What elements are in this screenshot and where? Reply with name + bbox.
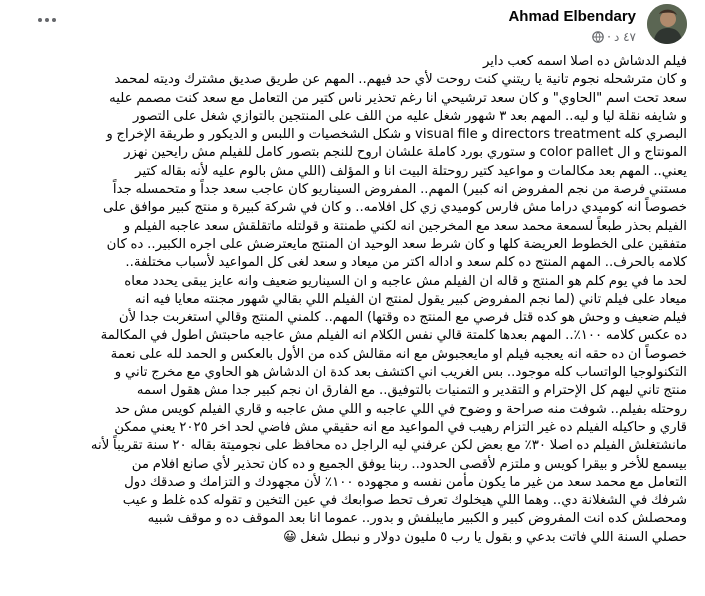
post-time[interactable]: ٤٧ د bbox=[613, 30, 636, 44]
author-avatar[interactable] bbox=[647, 4, 687, 44]
post-text-line: لحد ما في يوم كلم هو المنتج و قاله ان الفيلم مش عاجبه و ان السيناريو ضعيف وانه عايز يبقى يحدد معاه bbox=[124, 273, 687, 289]
post-text bbox=[34, 53, 687, 596]
post-text-line: شرفك في الشغلانة دي.. وهما اللي هيخلوك تعرف تحط صوابعك في عين التخين و تقوله كده غلط و عيب bbox=[122, 493, 687, 509]
post-text-line: و شايفه نقلة ليا و ليه.. المهم بعد ٣ شهور شغل عليه من اللف على المنتجين بالتوازي شغل على التصور bbox=[132, 108, 687, 124]
post-text-line: كلامه بالحرف.. المهم المنتج ده كلم سعد و اداله اكتر من ميعاد و سعد لغى كل المواعيد لأسباب مختلفة.. bbox=[125, 255, 687, 271]
post-text-line: مستني فرصة من نجم المفروض انه كبير) المهم.. المفروض السيناريو كان عاجب سعد جداً و متحمسله جداً bbox=[112, 182, 687, 198]
more-options-icon[interactable] bbox=[34, 11, 60, 29]
post-text-line: يعني.. المهم بعد مكالمات و مواعيد كتير روحتلة البيت انا و المؤلف (اللي مش بالوم عليه لأنه بقاله كتير bbox=[135, 163, 687, 179]
post-text-line: ده عكس كلامه ١٠٠٪.. المهم بعدها كلمتة قالي نفس الكلام انه الفيلم مش عاجبه ماحبتش اطول في المكالمة bbox=[100, 328, 687, 344]
post-text-line: و كان مترشحله نجوم تانية يا ريتني كنت روحت لأي حد فيهم.. المهم عن طريق صديق مشترك وديته لمحمد bbox=[114, 72, 687, 88]
globe-icon[interactable] bbox=[592, 31, 604, 43]
post-text-line: التكنولوجيا الواتساب كله موجود.. بس الغريب اني اكتشف بعد كدة ان الدشاش هو الحاوي مع مخرج تاني و bbox=[114, 365, 687, 381]
smile-emoji-icon: 😀 bbox=[283, 529, 301, 545]
post-text-line: الفيلم بحذر طبعاً لسمعة محمد سعد مع المخرجين انه لكني طمنتة و قولتله ماتقلقش سعد عاجبه الفيلم و bbox=[123, 218, 687, 234]
post-text-line: فيلم الدشاش ده اصلا اسمه كعب داير bbox=[482, 54, 687, 69]
dot bbox=[52, 18, 56, 22]
post-text-line: روحتله بفيلم.. شوفت منه صراحة و وضوح في اللي عاجبه و اللي مش عاجبه و قاري الفيلم كويس مش حد bbox=[114, 401, 687, 417]
post-text-line: خصوصاً ان ده حقه انه يعجبه فيلم او مايعجبوش مع انه مقالش كده من الأول بالعكس و الحمد لله على نعمة bbox=[110, 346, 687, 362]
profile-photo-icon bbox=[647, 4, 687, 44]
post-text-line: قاري و حاكيله الفيلم ده غير التزام رهيب في المواعيد مع انه حقيقي مش فاضي لحد اخر ٢٠٢٥ يعني ممكن bbox=[114, 419, 687, 435]
post-header bbox=[0, 0, 705, 52]
post-text-line: فيلم ضعيف و وحش هو كده قتل فرصي مع المنتج ده وقتها) المهم.. كلمني المنتج وقالي استغربت جدا لأن bbox=[118, 310, 687, 326]
post-text-line: منتج تاني ليهم كل الإحترام و التقدير و التمنيات بالتوفيق.. مع الفارق ان نجم كبير جدا مش هقول اسمه bbox=[136, 383, 687, 399]
meta-separator: · bbox=[607, 30, 611, 44]
post-text-line: متفقين على الخطوط العريضة كلها و كان شرط سعد الوحيد ان المنتج مايعترضش على اجره الكبير.. ده كان bbox=[106, 236, 687, 252]
post-meta bbox=[592, 29, 636, 45]
dot bbox=[45, 18, 49, 22]
post-text-line: ومحصلش كده انت المفروض كبير و الكبير مايبلفش و بدور.. عموما انا بعد الموقف ده و موقف شبيه bbox=[147, 511, 687, 527]
post-text-line: ميعاد على فيلم تاني (لما نجم المفروض كبير يقول لمنتج ان الفيلم اللي بقالي شهور مجنته معايا فيه انه bbox=[134, 291, 687, 307]
author-name[interactable]: Ahmad Elbendary bbox=[508, 8, 636, 25]
post-text-line: سعد تحت اسم "الحاوي" و كان سعد ترشيحي انا رغم تحذير ناس كتير من التعامل مع سعد كنت مصمم عليه bbox=[109, 90, 687, 106]
post-text-line: المونتاج و ال color pallet و ستوري بورد كاملة علشان اروح للنجم بتصور كامل للفيلم مش رايحين نهزر bbox=[124, 145, 687, 161]
post-text-line: التعامل مع محمد سعد من غير ما يكون مأمن نفسه و مجهوده ١٠٠٪ لأن مجهودك و التزامك و صدقك دول bbox=[124, 474, 687, 490]
post-text-line: البصري كله directors treatment و visual file و شكل الشخصيات و اللبس و الديكور و طريقة الإخراج و bbox=[106, 127, 687, 143]
dot bbox=[38, 18, 42, 22]
post-text-line: بيسمع للأخر و بيقرا كويس و ملتزم لأقصى الحدود.. ربنا يوفق الجميع و ده كان تحذير لأي صانع افلام من bbox=[131, 456, 687, 472]
post-text-line: مانشتغلش الفيلم ده اصلا ٣٠٪ مع بعض لكن عرفني ليه الراجل ده محافظ على نجوميتة بقاله ٢٠ سنة تقريباً لأنه bbox=[90, 438, 687, 454]
post-text-line: حصلي السنة اللي فاتت بدعي و بقول يا رب ٥ مليون دولار و نبطل شغل 😀 bbox=[283, 529, 687, 545]
post-text-line: خصوصاً انه كوميدي دراما مش فارس كوميدي زي كل افلامه.. و كان في شركة كبيرة و منتج كبير موافق على bbox=[103, 200, 687, 216]
